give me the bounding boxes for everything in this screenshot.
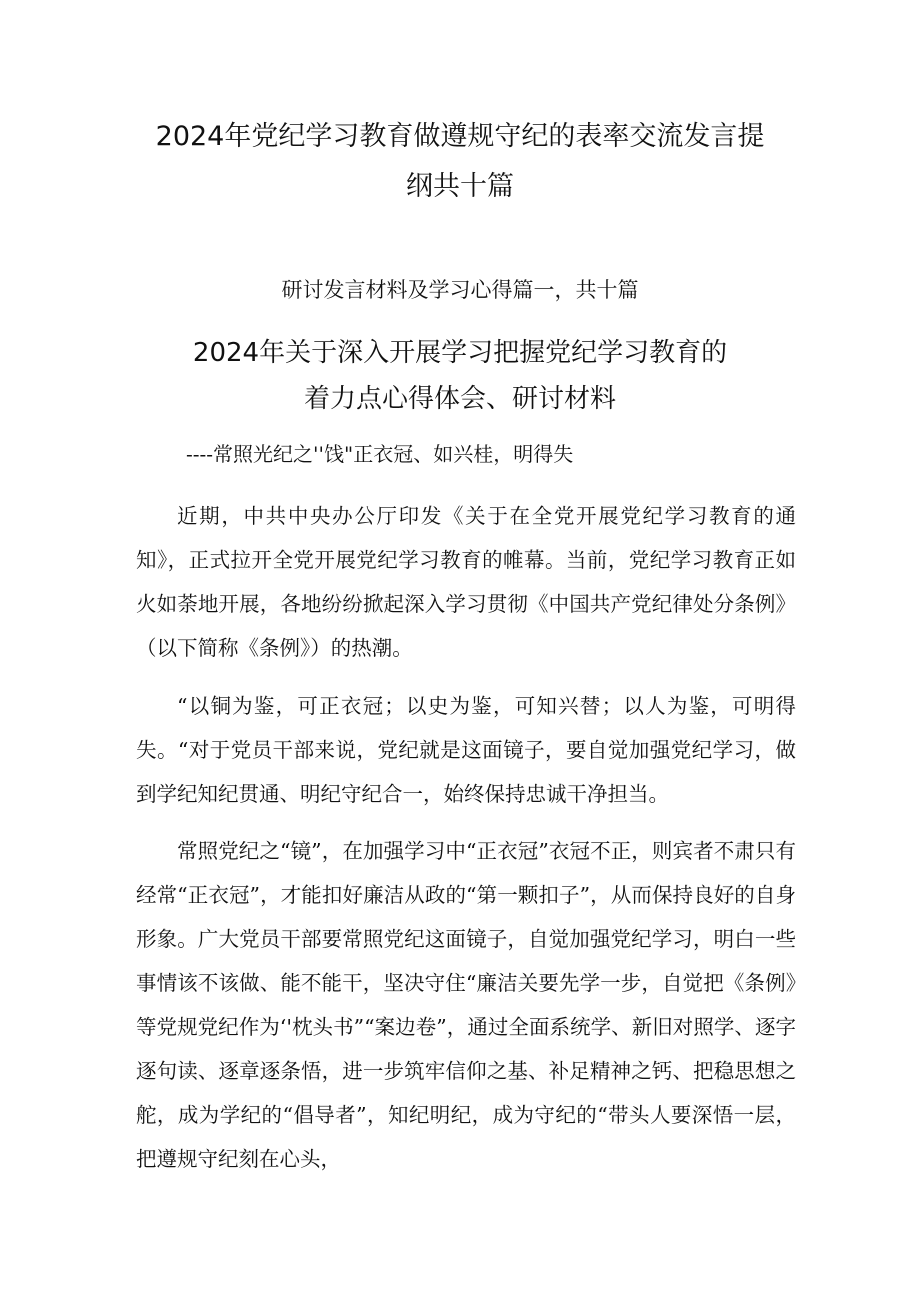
document-title — [120, 112, 800, 212]
article-title — [120, 330, 800, 422]
body-paragraph-1: 近期，中共中央办公厅印发《关于在全党开展党纪学习教育的通知》，正式拉开全党开展党纪学习教育的帷幕。当前，党纪学习教育正如火如荼地开展，各地纷纷掀起深入学习贯彻《中国共产党纪律处分条例》（以下简称《条例》）的热潮。 — [136, 504, 796, 660]
article-title-line-1: 2024年关于深入开展学习把握党纪学习教育的 — [192, 338, 728, 368]
document-title-line-2: 纲共十篇 — [406, 171, 514, 202]
body-paragraph-3: 常照党纪之“镜”，在加强学习中“正衣冠”衣冠不正，则宾者不肃只有经常“正衣冠”，才能扣好廉洁从政的“第一颗扣子”，从而保持良好的自身形象。广大党员干部要常照党纪这面镜子，自觉加强党纪学习，明白一些事情该不该做、能不能干，坚决守住“廉洁关要先学一步，自觉把《条例》等党规党纪作为‘'枕头书”“案边卷”，通过全面系统学、新旧对照学、逐字逐句读、逐章逐条悟，进一步筑牢信仰之基、补足精神之钙、把稳思想之舵，成为学纪的“倡导者”，知纪明纪，成为守纪的“带头人要深悟一层，把遵规守纪刻在心头， — [136, 839, 796, 1171]
body-paragraph-2: “以铜为鉴，可正衣冠；以史为鉴，可知兴替；以人为鉴，可明得失。“对于党员干部来说，党纪就是这面镜子，要自觉加强党纪学习，做到学纪知纪贯通、明纪守纪合一，始终保持忠诚干净担当。 — [136, 694, 796, 806]
series-label: 研讨发言材料及学习心得篇一，共十篇 — [281, 278, 639, 302]
article-title-line-2: 着力点心得体会、研讨材料 — [303, 384, 616, 414]
document-title-line-1: 2024年党纪学习教育做遵规守纪的表率交流发言提 — [155, 121, 765, 152]
article-subtitle: ----常照光纪之''饯"正衣冠、如兴桂，明得失 — [186, 442, 574, 466]
